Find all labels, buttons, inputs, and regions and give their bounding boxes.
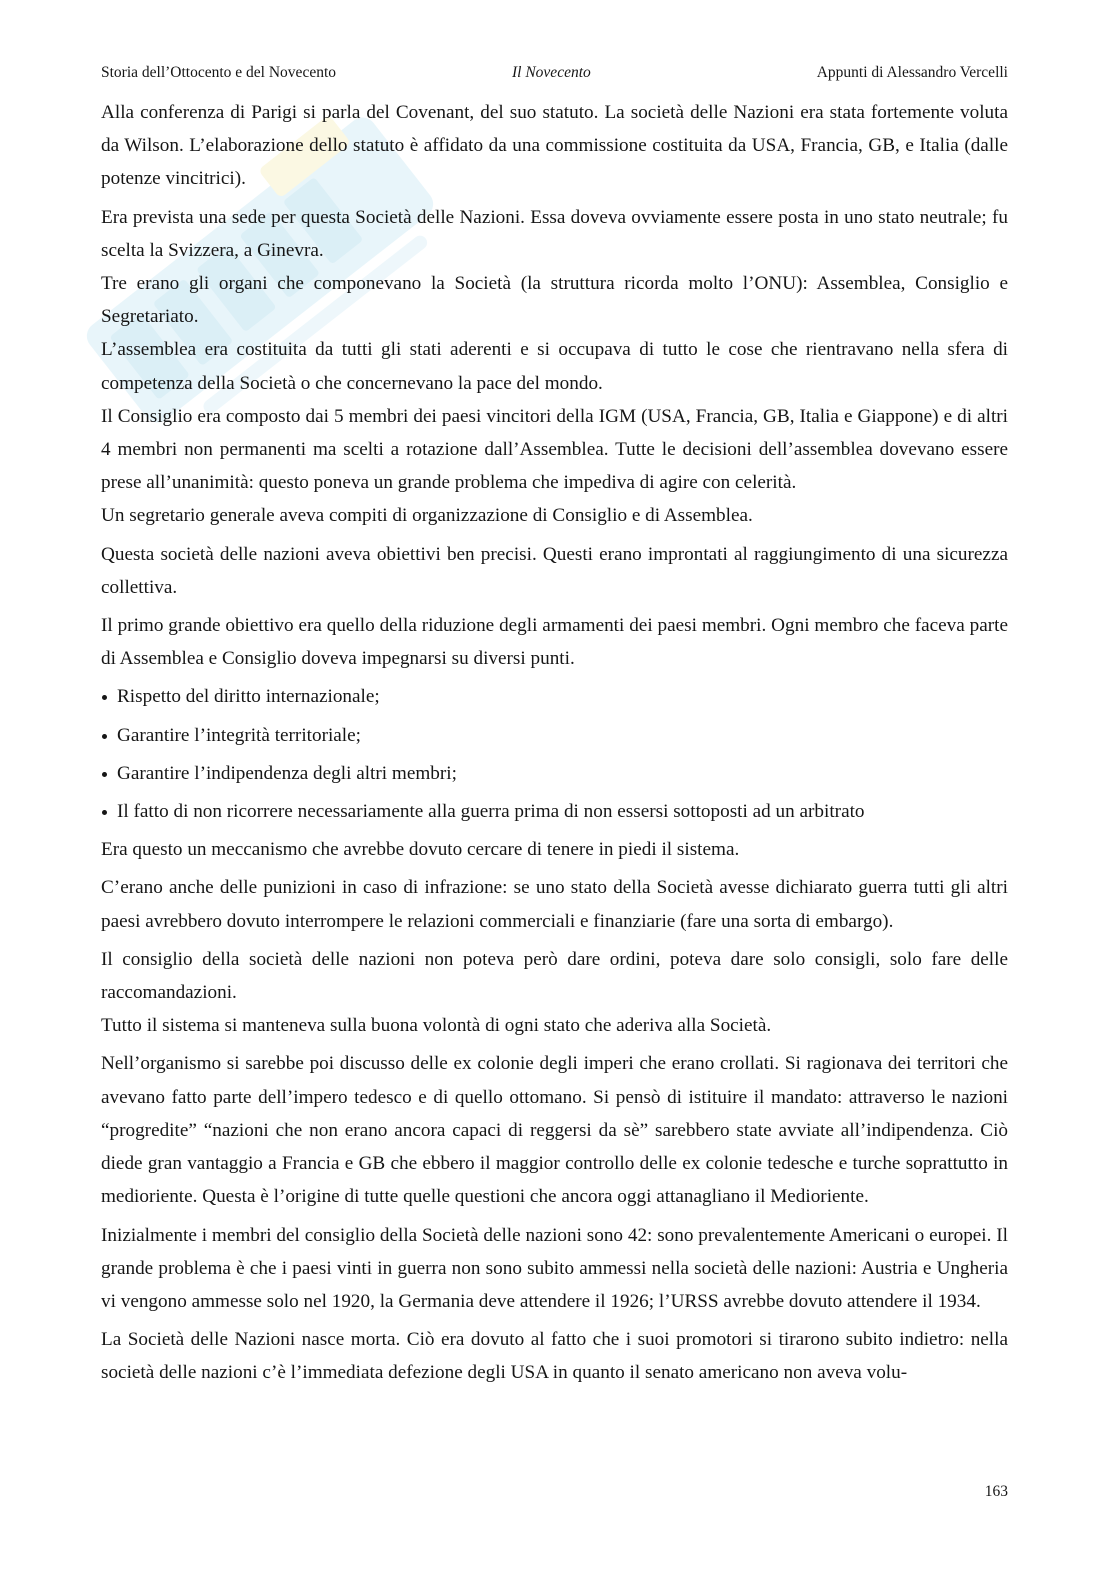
paragraph: Il primo grande obiettivo era quello della riduzione degli armamenti dei paesi membri. Ogni membro che faceva parte di Assemblea e Consiglio doveva impegnarsi su diversi punti. <box>101 615 1008 670</box>
paragraph: Inizialmente i membri del consiglio della Società delle nazioni sono 42: sono prevalentemente Americani o europei. Il grande problema è che i paesi vinti in guerra non sono subito ammessi nella società delle nazioni: Austria e Ungheria vi vengono ammesse solo nel 1920, la Germania deve attendere il 1926; l’URSS avrebbe dovuto attendere il 1934. <box>101 1224 1008 1312</box>
page-number: 163 <box>984 1483 1008 1500</box>
paragraph: Alla conferenza di Parigi si parla del Covenant, del suo statuto. La società delle Nazioni era stata fortemente voluta da Wilson. L’elaborazione dello statuto è affidato da una commissione costituita da USA, Francia, GB, e Italia (dalle potenze vincitrici). <box>101 102 1008 190</box>
paragraph: Nell’organismo si sarebbe poi discusso delle ex colonie degli imperi che erano crollati. Si ragionava dei territori che avevano fatto parte dell’impero tedesco e di quello ottomano. Si pensò di istituire il mandato: attraverso le nazioni “progredite” “nazioni che non erano ancora capaci di reggersi da sè” sarebbero state avviate all’indipendenza. Ciò diede gran vantaggio a Francia e GB che ebbero il maggior controllo delle ex colonie tedesche e turche soprattutto in medioriente. Questa è l’origine di tutte quelle questioni che ancora oggi attanagliano il Medioriente. <box>101 1053 1008 1208</box>
bullet-item: Rispetto del diritto internazionale; <box>101 680 1008 713</box>
paragraph: Tutto il sistema si manteneva sulla buona volontà di ogni stato che aderiva alla Società. <box>101 1015 772 1037</box>
page-header <box>101 64 1008 88</box>
header-author: Appunti di Alessandro Vercelli <box>816 64 1008 81</box>
paragraph: Tre erano gli organi che componevano la Società (la struttura ricorda molto l’ONU): Assemblea, Consiglio e Segretariato. <box>101 273 1008 328</box>
document-body <box>101 96 1008 1395</box>
paragraph: L’assemblea era costituita da tutti gli stati aderenti e si occupava di tutto le cose che rientravano nella sfera di competenza della Società o che concernevano la pace del mondo. <box>101 339 1008 394</box>
paragraph: Un segretario generale aveva compiti di organizzazione di Consiglio e di Assemblea. <box>101 505 753 527</box>
paragraph: Era prevista una sede per questa Società delle Nazioni. Essa doveva ovviamente essere posta in uno stato neutrale; fu scelta la Svizzera, a Ginevra. <box>101 206 1008 261</box>
bullet-item: Garantire l’indipendenza degli altri membri; <box>101 757 1008 790</box>
bullet-list <box>101 680 1008 828</box>
paragraph: Questa società delle nazioni aveva obiettivi ben precisi. Questi erano improntati al raggiungimento di una sicurezza collettiva. <box>101 543 1008 598</box>
paragraph: Il Consiglio era composto dai 5 membri dei paesi vincitori della IGM (USA, Francia, GB, Italia e Giappone) e di altri 4 membri non permanenti ma scelti a rotazione dall’Assemblea. Tutte le decisioni dell’assemblea dovevano essere prese all’unanimità: questo poneva un grande problema che impediva di agire con celerità. <box>101 405 1008 494</box>
paragraph: La Società delle Nazioni nasce morta. Ciò era dovuto al fatto che i suoi promotori si tirarono subito indietro: nella società delle nazioni c’è l’immediata defezione degli USA in quanto il senato americano non aveva volu- <box>101 1329 1008 1384</box>
paragraph: Il consiglio della società delle nazioni non poteva però dare ordini, poteva dare solo consigli, solo fare delle raccomandazioni. <box>101 948 1008 1004</box>
bullet-item: Il fatto di non ricorrere necessariamente alla guerra prima di non essersi sottoposti ad un arbitrato <box>101 795 1008 828</box>
header-section-title: Il Novecento <box>512 64 591 81</box>
paragraph: C’erano anche delle punizioni in caso di infrazione: se uno stato della Società avesse dichiarato guerra tutti gli altri paesi avrebbero dovuto interrompere le relazioni commerciali e finanziarie (fare una sorta di embargo). <box>101 877 1008 932</box>
header-course-title: Storia dell’Ottocento e del Novecento <box>101 64 337 81</box>
paragraph: Era questo un meccanismo che avrebbe dovuto cercare di tenere in piedi il sistema. <box>101 839 740 861</box>
bullet-item: Garantire l’integrità territoriale; <box>101 719 1008 752</box>
